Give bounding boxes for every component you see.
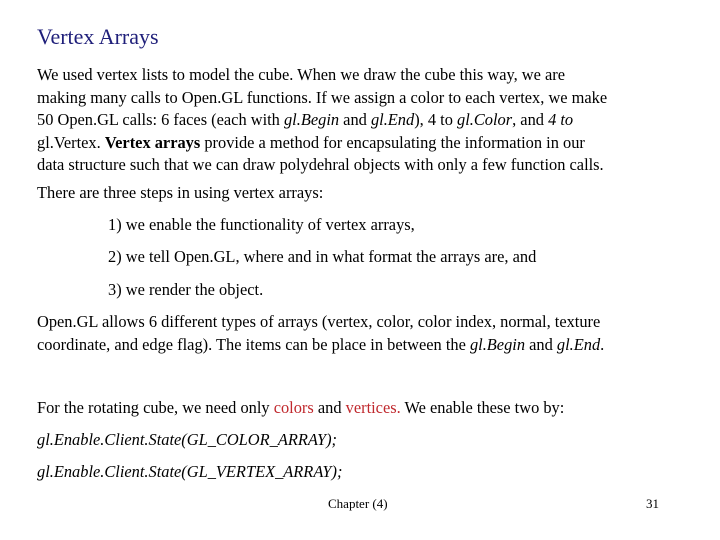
code-enable-color-array: gl.Enable.Client.State(GL_COLOR_ARRAY); [37, 430, 338, 449]
four-to-term: 4 to [548, 110, 574, 129]
glcolor-term: gl.Color [457, 110, 513, 129]
array-types-period: . [600, 334, 605, 354]
array-types-and: and [525, 334, 557, 354]
paragraph-intro [37, 64, 607, 177]
intro-line-2: making many calls to Open.GL functions. If we assign a color to each vertex, we make [37, 87, 608, 107]
intro-line-1: We used vertex lists to model the cube. When we draw the cube this way, we are [37, 65, 566, 84]
footer-page-number: 31 [646, 496, 659, 511]
intro-and: and [339, 110, 371, 129]
paragraph-steps-intro: There are three steps in using vertex arrays: [37, 183, 324, 202]
intro-line-4a: gl.Vertex. [37, 132, 105, 152]
paragraph-rotating-cube [37, 397, 564, 420]
glbegin-term-2: gl.Begin [469, 334, 526, 354]
glend-term-2: gl.End [556, 334, 601, 354]
array-types-line-2a: coordinate, and edge flag). The items can be place in between the [37, 334, 470, 354]
paragraph-array-types [37, 311, 604, 356]
array-types-line-1: Open.GL allows 6 different types of arrays (vertex, color, color index, normal, texture [37, 312, 601, 331]
intro-line-3a: 50 Open.GL calls: 6 faces (each with [37, 110, 284, 129]
step-item-2: 2) we tell Open.GL, where and in what format the arrays are, and [108, 247, 537, 266]
intro-line-5: data structure such that we can draw polydehral objects with only a few function calls. [37, 155, 604, 174]
intro-line-4b: provide a method for encapsulating the information in our [200, 132, 585, 152]
code-enable-vertex-array: gl.Enable.Client.State(GL_VERTEX_ARRAY); [37, 462, 343, 481]
rotating-cube-and: and [313, 398, 346, 417]
rotating-cube-prefix: For the rotating cube, we need only [37, 398, 274, 417]
vertex-arrays-bold: Vertex arrays [104, 132, 201, 152]
intro-line-3c: , and [512, 110, 549, 129]
intro-line-3b: ), 4 to [414, 110, 457, 129]
vertices-highlight: vertices. [345, 398, 401, 417]
glend-term: gl.End [370, 110, 415, 129]
footer-chapter-label: Chapter (4) [328, 496, 388, 511]
glbegin-term: gl.Begin [283, 110, 340, 129]
slide-title: Vertex Arrays [37, 24, 159, 49]
step-item-1: 1) we enable the functionality of vertex arrays, [108, 215, 415, 234]
step-item-3: 3) we render the object. [108, 280, 264, 299]
colors-highlight: colors [273, 398, 314, 417]
rotating-cube-suffix: We enable these two by: [400, 398, 565, 417]
